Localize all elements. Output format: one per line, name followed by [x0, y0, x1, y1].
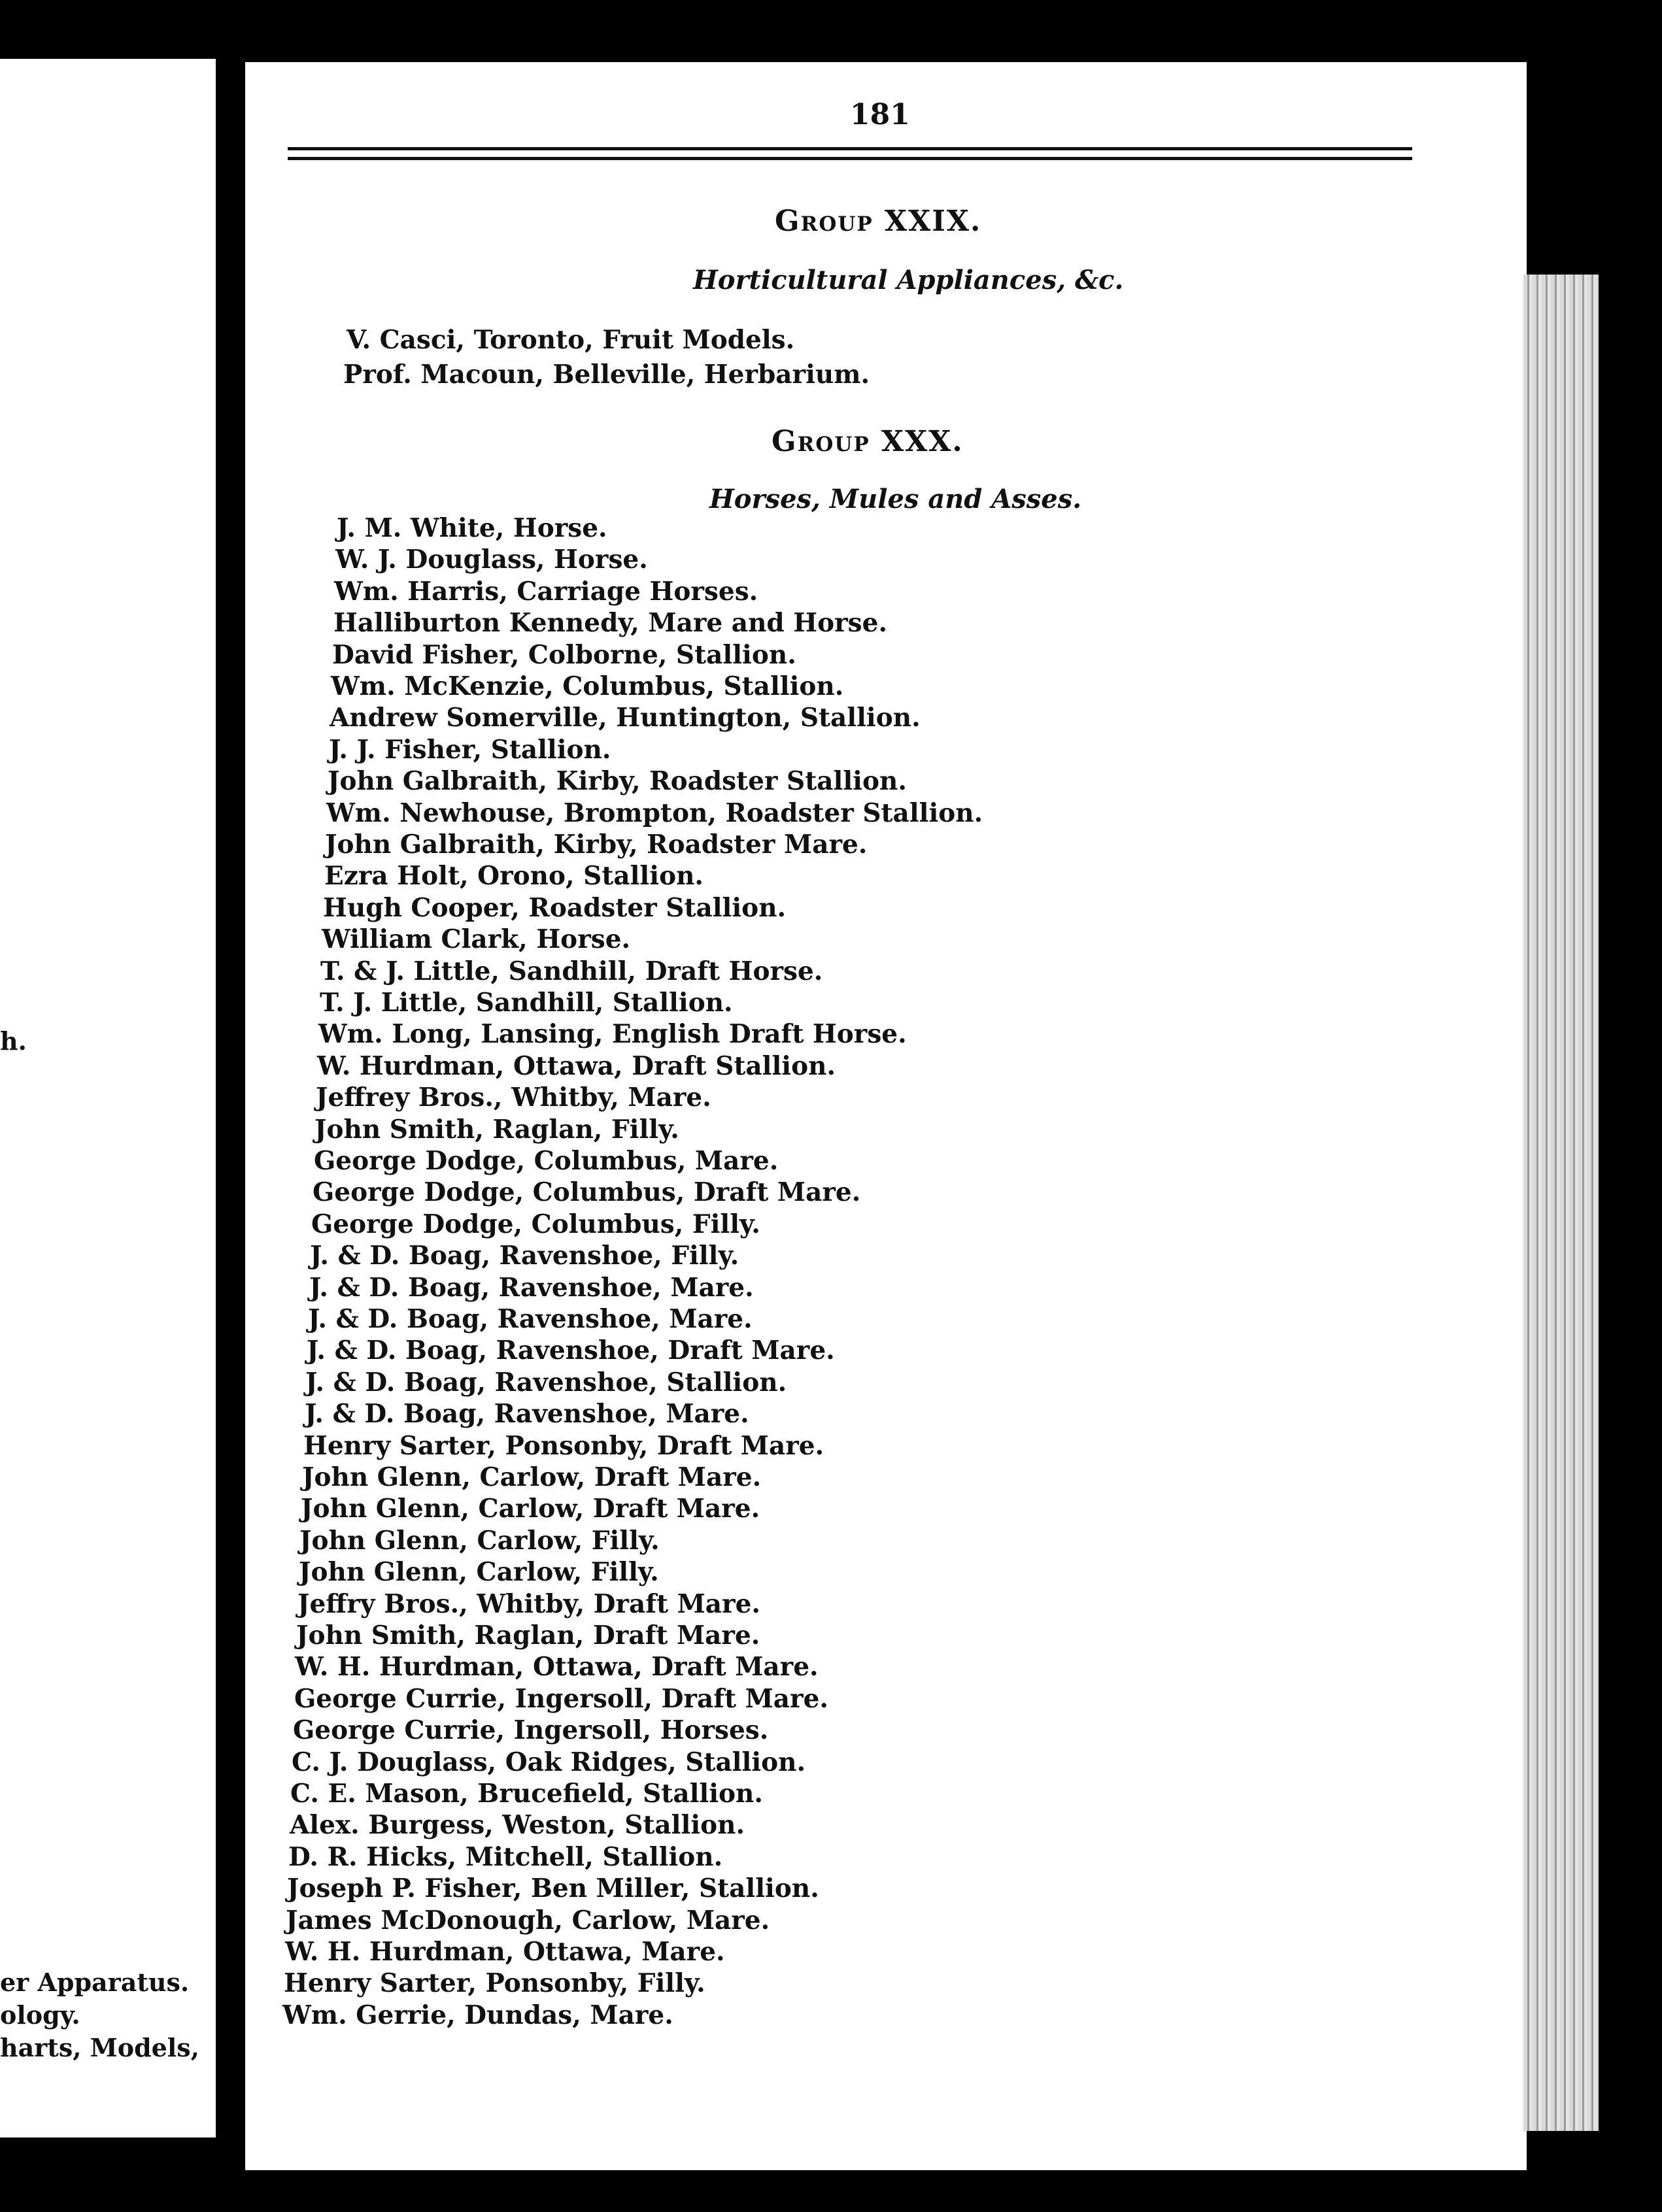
- entry-line: W. H. Hurdman, Ottawa, Draft Mare.: [295, 1652, 819, 1682]
- entry-line: J. M. White, Horse.: [337, 513, 607, 543]
- entry-line: John Galbraith, Kirby, Roadster Stallion.: [328, 766, 907, 796]
- entry-line: T. & J. Little, Sandhill, Draft Horse.: [320, 956, 823, 986]
- entry-line: David Fisher, Colborne, Stallion.: [332, 640, 796, 670]
- entry-line: Henry Sarter, Ponsonby, Draft Mare.: [303, 1431, 824, 1461]
- entry-line: Andrew Somerville, Huntington, Stallion.: [330, 703, 921, 733]
- entry-line: Henry Sarter, Ponsonby, Filly.: [284, 1968, 705, 1998]
- entry-line: George Currie, Ingersoll, Draft Mare.: [294, 1684, 828, 1714]
- entry-line: W. J. Douglass, Horse.: [335, 545, 648, 575]
- entry-line: C. J. Douglass, Oak Ridges, Stallion.: [292, 1747, 806, 1777]
- entry-line: J. & D. Boag, Ravenshoe, Draft Mare.: [307, 1335, 835, 1366]
- left-page-fragment: h.: [0, 1026, 27, 1056]
- entry-line: Hugh Cooper, Roadster Stallion.: [323, 893, 787, 923]
- entry-line: George Dodge, Columbus, Filly.: [311, 1209, 760, 1239]
- left-page-fragment: harts, Models,: [0, 2033, 199, 2062]
- entry-line: J. J. Fisher, Stallion.: [329, 735, 611, 765]
- entry-line: V. Casci, Toronto, Fruit Models.: [347, 325, 795, 355]
- entry-line: Joseph P. Fisher, Ben Miller, Stallion.: [287, 1873, 819, 1903]
- entry-line: C. E. Mason, Brucefield, Stallion.: [290, 1779, 763, 1809]
- left-page-edge: [0, 59, 216, 2137]
- entry-line: John Glenn, Carlow, Draft Mare.: [301, 1494, 760, 1524]
- header-rule: [288, 157, 1412, 160]
- page-stack-edge: [1523, 275, 1599, 2131]
- entry-line: Wm. Harris, Carriage Horses.: [334, 577, 758, 607]
- entry-line: Jeffry Bros., Whitby, Draft Mare.: [297, 1589, 760, 1619]
- entry-line: J. & D. Boag, Ravenshoe, Filly.: [310, 1241, 739, 1271]
- entry-line: John Smith, Raglan, Draft Mare.: [296, 1620, 760, 1651]
- entry-line: George Currie, Ingersoll, Horses.: [293, 1715, 769, 1745]
- section-subtitle: Horticultural Appliances, &c.: [693, 265, 1124, 295]
- group-title: Group XXIX.: [775, 205, 982, 238]
- header-rule: [288, 147, 1412, 150]
- entry-line: W. H. Hurdman, Ottawa, Mare.: [285, 1937, 725, 1967]
- entry-line: T. J. Little, Sandhill, Stallion.: [320, 988, 733, 1018]
- group-title: Group XXX.: [772, 425, 964, 458]
- entry-line: John Glenn, Carlow, Filly.: [299, 1557, 659, 1587]
- entry-line: D. R. Hicks, Mitchell, Stallion.: [288, 1842, 723, 1872]
- entry-line: Alex. Burgess, Weston, Stallion.: [290, 1810, 745, 1840]
- section-subtitle: Horses, Mules and Asses.: [709, 484, 1082, 514]
- entry-line: Jeffrey Bros., Whitby, Mare.: [316, 1082, 711, 1113]
- entry-line: Prof. Macoun, Belleville, Herbarium.: [343, 360, 870, 390]
- entry-line: Wm. Gerrie, Dundas, Mare.: [282, 2000, 673, 2030]
- entry-line: James McDonough, Carlow, Mare.: [286, 1905, 770, 1936]
- entry-line: Halliburton Kennedy, Mare and Horse.: [333, 608, 888, 638]
- entry-line: J. & D. Boag, Ravenshoe, Mare.: [308, 1304, 753, 1334]
- entry-line: John Glenn, Carlow, Draft Mare.: [302, 1462, 762, 1492]
- entry-line: J. & D. Boag, Ravenshoe, Mare.: [309, 1273, 754, 1303]
- page-number: 181: [850, 98, 910, 131]
- entry-line: William Clark, Horse.: [322, 924, 631, 954]
- entry-line: John Galbraith, Kirby, Roadster Mare.: [325, 830, 868, 860]
- entry-line: J. & D. Boag, Ravenshoe, Stallion.: [305, 1367, 787, 1398]
- entry-line: Ezra Holt, Orono, Stallion.: [324, 861, 704, 891]
- entry-line: W. Hurdman, Ottawa, Draft Stallion.: [317, 1051, 836, 1081]
- entry-line: J. & D. Boag, Ravenshoe, Mare.: [305, 1399, 749, 1429]
- entry-line: George Dodge, Columbus, Mare.: [314, 1146, 779, 1176]
- entry-line: Wm. McKenzie, Columbus, Stallion.: [331, 671, 844, 701]
- left-page-fragment: er Apparatus.: [0, 1968, 190, 1997]
- left-page-fragment: ology.: [0, 2000, 80, 2030]
- entry-line: Wm. Long, Lansing, English Draft Horse.: [318, 1019, 907, 1049]
- entry-line: John Smith, Raglan, Filly.: [314, 1114, 679, 1145]
- entry-line: Wm. Newhouse, Brompton, Roadster Stallion.: [326, 798, 983, 828]
- entry-line: George Dodge, Columbus, Draft Mare.: [313, 1177, 861, 1207]
- entry-line: John Glenn, Carlow, Filly.: [299, 1526, 660, 1556]
